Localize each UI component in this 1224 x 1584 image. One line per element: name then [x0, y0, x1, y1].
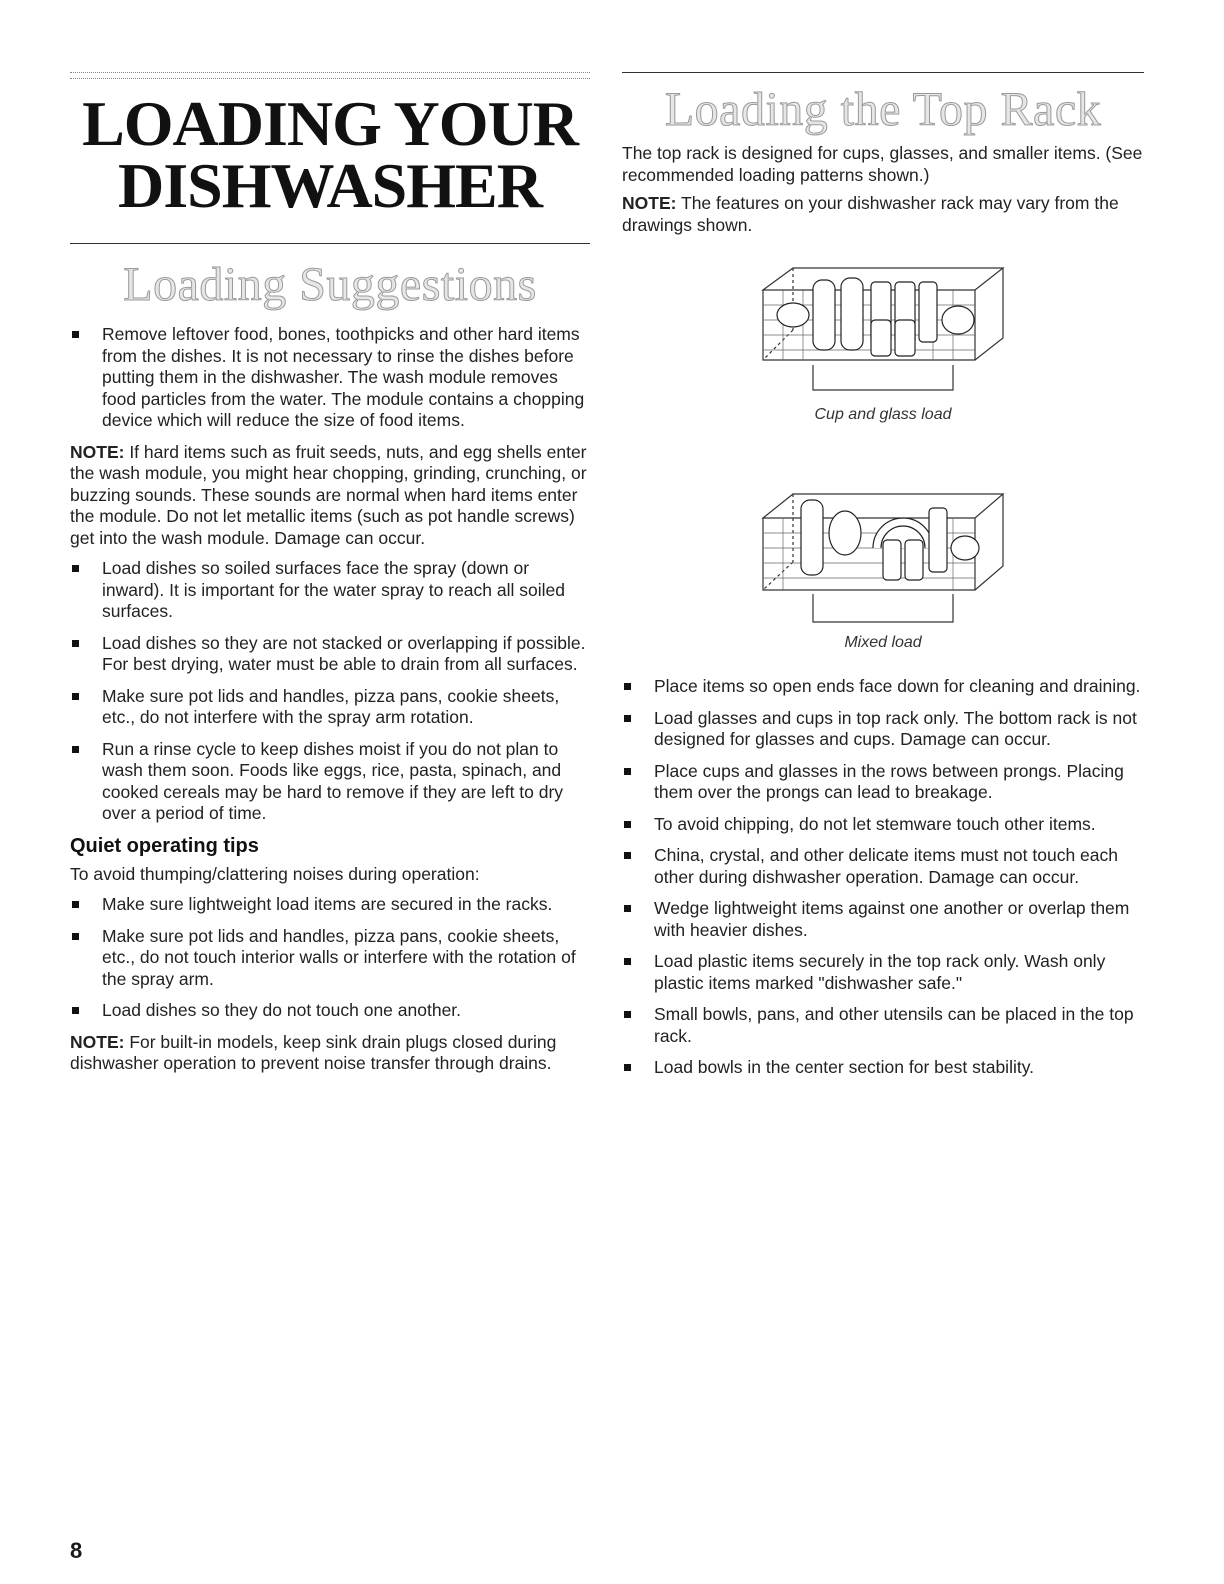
list-item-text: Make sure pot lids and handles, pizza pans, cookie sheets, etc., do not touch interior walls or interfere with the rotation of the spray arm. — [102, 925, 576, 989]
list-item-text: Load dishes so they are not stacked or overlapping if possible. For best drying, water must be able to drain from all surfaces. — [102, 632, 586, 674]
bullet-square-icon — [72, 640, 79, 647]
loading-suggestions-heading: Loading Suggestions — [123, 258, 537, 311]
list-item-text: To avoid chipping, do not let stemware touch other items. — [654, 813, 1096, 834]
list-item — [70, 686, 590, 729]
list-item-text: Load plastic items securely in the top rack only. Wash only plastic items marked "dishwasher safe." — [654, 951, 1106, 993]
note-label: NOTE: — [622, 193, 677, 213]
bullet-square-icon — [72, 693, 79, 700]
rack-cup-glass-illustration — [753, 260, 1013, 400]
list-item — [622, 708, 1144, 751]
list-item — [70, 1000, 590, 1022]
page-title — [70, 88, 590, 221]
figure-caption: Mixed load — [844, 634, 922, 651]
bullet-square-icon — [72, 746, 79, 753]
quiet-tips-list — [70, 894, 590, 1022]
bullet-square-icon — [624, 905, 631, 912]
bullet-square-icon — [624, 852, 631, 859]
figure-cup-glass-load — [622, 260, 1144, 424]
list-item-text: Make sure lightweight load items are secured in the racks. — [102, 894, 553, 914]
list-item-text: Place items so open ends face down for cleaning and draining. — [654, 676, 1141, 696]
bullet-square-icon — [624, 715, 631, 722]
list-item — [70, 558, 590, 623]
figure-mixed-load — [622, 478, 1144, 652]
bullet-square-icon — [72, 933, 79, 940]
list-item — [70, 633, 590, 676]
bullet-square-icon — [624, 1011, 631, 1018]
note-rack-features — [622, 193, 1144, 236]
bullet-square-icon — [624, 1064, 631, 1071]
note-text: The features on your dishwasher rack may vary from the drawings shown. — [622, 193, 1119, 235]
list-item-text: Run a rinse cycle to keep dishes moist if you do not plan to wash them soon. Foods like eggs, rice, pasta, spinach, and cooked cereals may be hard to remove if they are left to dry over a period of time. — [102, 738, 564, 823]
quiet-intro: To avoid thumping/clattering noises during operation: — [70, 863, 480, 884]
list-item-text: Load dishes so they do not touch one another. — [102, 1000, 462, 1020]
list-item — [622, 676, 1144, 698]
list-item — [70, 926, 590, 991]
bullet-square-icon — [624, 958, 631, 965]
bullet-square-icon — [624, 821, 631, 828]
list-item — [622, 1004, 1144, 1047]
list-item — [70, 739, 590, 825]
rack-mixed-load-illustration — [753, 478, 1013, 628]
list-item — [622, 761, 1144, 804]
bullet-square-icon — [72, 565, 79, 572]
note-text: For built-in models, keep sink drain plugs closed during dishwasher operation to prevent noise transfer through drains. — [70, 1031, 557, 1073]
list-item-text: Make sure pot lids and handles, pizza pans, cookie sheets, etc., do not interfere with the spray arm rotation. — [102, 685, 560, 727]
top-rack-list — [622, 676, 1144, 1079]
note-built-in — [70, 1032, 590, 1075]
list-item-text: China, crystal, and other delicate items must not touch each other during dishwasher operation. Damage can occur. — [654, 845, 1118, 887]
top-rack-heading: Loading the Top Rack — [664, 83, 1102, 136]
list-item-text: Remove leftover food, bones, toothpicks and other hard items from the dishes. It is not necessary to rinse the dishes before putting them in the dishwasher. The wash module removes food particles from the water. The module contains a chopping device which will reduce the size of food items. — [102, 324, 585, 430]
note-hard-items — [70, 442, 590, 550]
bullet-square-icon — [624, 768, 631, 775]
bullet-square-icon — [72, 331, 79, 338]
list-item-text: Load dishes so soiled surfaces face the spray (down or inward). It is important for the water spray to reach all soiled surfaces. — [102, 558, 565, 621]
bullet-square-icon — [624, 683, 631, 690]
top-rack-intro: The top rack is designed for cups, glasses, and smaller items. (See recommended loading patterns shown.) — [622, 143, 1143, 185]
page-title-line2: DISHWASHER — [118, 150, 542, 221]
list-item — [70, 324, 590, 432]
bullet-square-icon — [72, 1007, 79, 1014]
note-label: NOTE: — [70, 441, 125, 462]
suggestions-list — [70, 558, 590, 825]
left-column — [70, 72, 590, 1084]
title-top-rule — [70, 72, 590, 79]
list-item — [622, 951, 1144, 994]
list-item-text: Load glasses and cups in top rack only. The bottom rack is not designed for glasses and cups. Damage can occur. — [654, 707, 1137, 749]
note-text: If hard items such as fruit seeds, nuts, and egg shells enter the wash module, you might hear chopping, grinding, crunching, or buzzing sounds. These sounds are normal when hard items enter the module. Do not let metallic items (such as pot handle screws) get into the wash module. Damage can occur. — [70, 441, 587, 548]
list-item — [622, 1057, 1144, 1079]
figure-caption: Cup and glass load — [814, 406, 952, 423]
bullet-square-icon — [72, 901, 79, 908]
list-item — [622, 845, 1144, 888]
list-item — [622, 814, 1144, 836]
list-item-text: Wedge lightweight items against one another or overlap them with heavier dishes. — [654, 898, 1130, 940]
list-item-text: Place cups and glasses in the rows between prongs. Placing them over the prongs can lead to breakage. — [654, 760, 1124, 802]
page-number: 8 — [70, 1538, 83, 1563]
suggestions-list-first — [70, 324, 590, 432]
list-item-text: Load bowls in the center section for best stability. — [654, 1057, 1035, 1077]
note-label: NOTE: — [70, 1031, 125, 1052]
list-item — [622, 898, 1144, 941]
page-title-line1: LOADING YOUR — [82, 88, 578, 159]
section-rule-left — [70, 243, 590, 244]
right-column — [622, 72, 1144, 1089]
section-rule-right — [622, 72, 1144, 73]
list-item-text: Small bowls, pans, and other utensils can be placed in the top rack. — [654, 1004, 1134, 1046]
list-item — [70, 894, 590, 916]
quiet-operating-heading: Quiet operating tips — [70, 834, 259, 857]
